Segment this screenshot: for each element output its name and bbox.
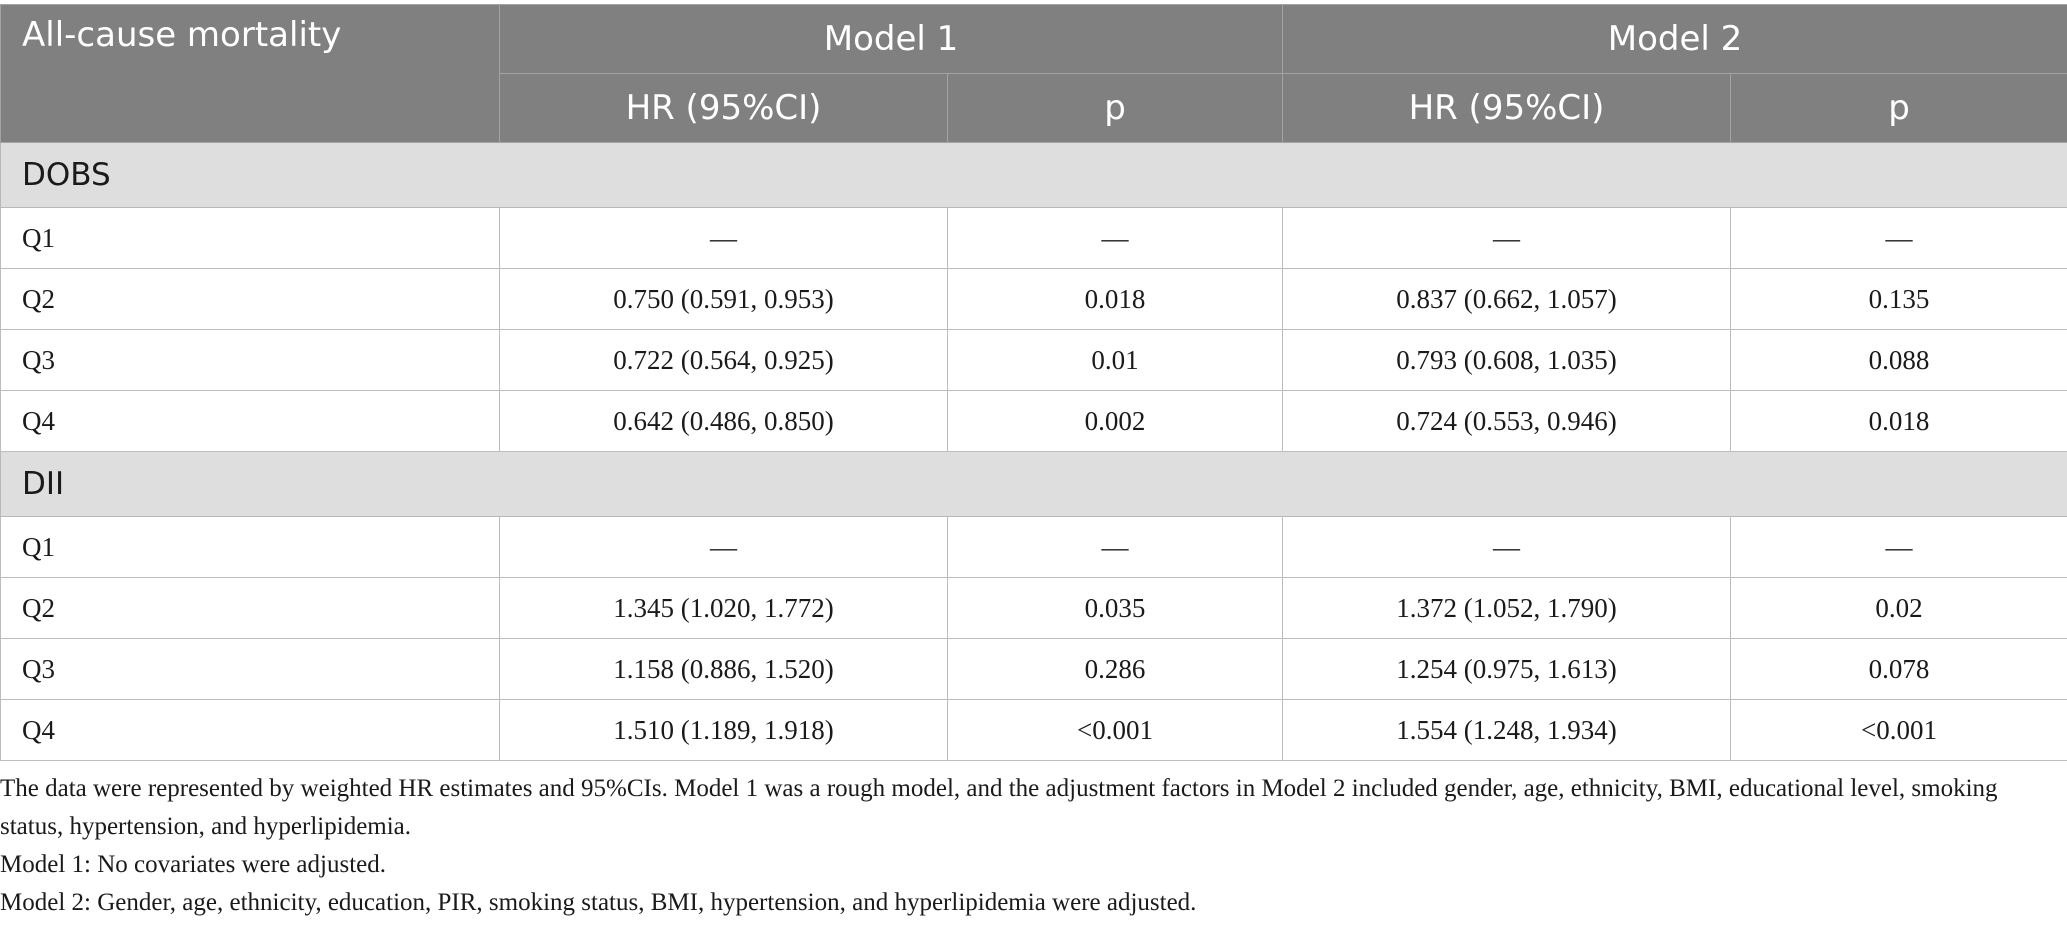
model1-hr-cell: —	[500, 208, 948, 269]
model2-p-cell: <0.001	[1731, 700, 2067, 761]
model2-p-cell: —	[1731, 208, 2067, 269]
table-header	[1, 5, 2067, 143]
table-row	[1, 517, 2067, 578]
model2-hr-cell: 1.554 (1.248, 1.934)	[1283, 700, 1731, 761]
header-row-label: All-cause mortality	[1, 5, 500, 143]
section-label: DII	[1, 452, 2067, 517]
header-model-2: Model 2	[1283, 5, 2067, 74]
model2-hr-cell: —	[1283, 517, 1731, 578]
model2-p-cell: —	[1731, 517, 2067, 578]
model1-hr-cell: 0.750 (0.591, 0.953)	[500, 269, 948, 330]
header-m2-hr: HR (95%CI)	[1283, 74, 1731, 143]
model1-p-cell: 0.01	[948, 330, 1283, 391]
model1-hr-cell: —	[500, 517, 948, 578]
table-row	[1, 578, 2067, 639]
model1-p-cell: —	[948, 208, 1283, 269]
footnote: The data were represented by weighted HR estimates and 95%CIs. Model 1 was a rough model, and the adjustment factors in Model 2 included gender, age, ethnicity, BMI, educational level, smoking status, hypertension, and hyperlipidemia.	[0, 775, 1998, 840]
row-label: Q1	[1, 208, 500, 269]
table-row	[1, 330, 2067, 391]
model1-p-cell: 0.018	[948, 269, 1283, 330]
row-label: Q3	[1, 639, 500, 700]
model1-hr-cell: 1.158 (0.886, 1.520)	[500, 639, 948, 700]
model1-hr-cell: 1.345 (1.020, 1.772)	[500, 578, 948, 639]
footnote: Model 2: Gender, age, ethnicity, education, PIR, smoking status, BMI, hypertension, and hyperlipidemia were adjusted.	[0, 889, 1197, 916]
model2-p-cell: 0.018	[1731, 391, 2067, 452]
model2-p-cell: 0.088	[1731, 330, 2067, 391]
row-label: Q4	[1, 391, 500, 452]
table-row	[1, 208, 2067, 269]
table-row	[1, 639, 2067, 700]
row-label: Q2	[1, 269, 500, 330]
row-label: Q1	[1, 517, 500, 578]
model1-p-cell: <0.001	[948, 700, 1283, 761]
row-label: Q4	[1, 700, 500, 761]
model2-p-cell: 0.135	[1731, 269, 2067, 330]
model1-p-cell: —	[948, 517, 1283, 578]
table-body	[1, 143, 2067, 761]
model1-p-cell: 0.035	[948, 578, 1283, 639]
results-table	[0, 4, 2067, 761]
footnote: Model 1: No covariates were adjusted.	[0, 851, 386, 878]
table-row	[1, 269, 2067, 330]
model1-p-cell: 0.002	[948, 391, 1283, 452]
model2-hr-cell: 0.724 (0.553, 0.946)	[1283, 391, 1731, 452]
section-label: DOBS	[1, 143, 2067, 208]
model2-hr-cell: 1.254 (0.975, 1.613)	[1283, 639, 1731, 700]
model2-p-cell: 0.02	[1731, 578, 2067, 639]
model1-hr-cell: 0.642 (0.486, 0.850)	[500, 391, 948, 452]
model2-hr-cell: 0.793 (0.608, 1.035)	[1283, 330, 1731, 391]
header-m1-hr: HR (95%CI)	[500, 74, 948, 143]
table-row	[1, 700, 2067, 761]
header-m2-p: p	[1731, 74, 2067, 143]
model2-p-cell: 0.078	[1731, 639, 2067, 700]
model1-hr-cell: 0.722 (0.564, 0.925)	[500, 330, 948, 391]
table-footnotes	[0, 770, 2060, 922]
table-row	[1, 391, 2067, 452]
header-m1-p: p	[948, 74, 1283, 143]
section-row-dobs	[1, 143, 2067, 208]
section-row-dii	[1, 452, 2067, 517]
model2-hr-cell: 1.372 (1.052, 1.790)	[1283, 578, 1731, 639]
model1-hr-cell: 1.510 (1.189, 1.918)	[500, 700, 948, 761]
model1-p-cell: 0.286	[948, 639, 1283, 700]
row-label: Q2	[1, 578, 500, 639]
model2-hr-cell: —	[1283, 208, 1731, 269]
header-model-1: Model 1	[500, 5, 1283, 74]
row-label: Q3	[1, 330, 500, 391]
model2-hr-cell: 0.837 (0.662, 1.057)	[1283, 269, 1731, 330]
